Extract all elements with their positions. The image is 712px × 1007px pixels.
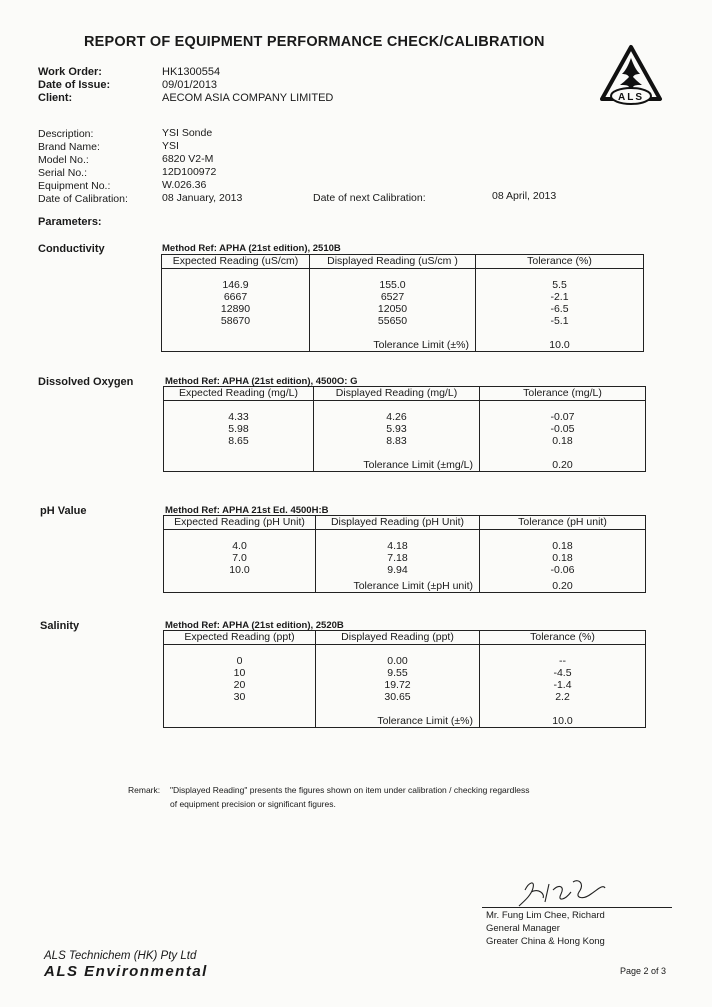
tolerance-cell: -6.5 <box>476 303 644 315</box>
tolerance-cell: -0.05 <box>480 423 646 435</box>
salinity-method: Method Ref: APHA (21st edition), 2520B <box>165 620 344 631</box>
expected-cell: 6667 <box>162 291 310 303</box>
svg-text:ALS: ALS <box>618 92 644 103</box>
work-order-value: HK1300554 <box>162 66 221 78</box>
serial-label: Serial No.: <box>38 167 88 179</box>
tolerance-limit-row <box>162 339 644 352</box>
cal-date-value: 08 January, 2013 <box>162 192 243 204</box>
displayed-cell: 9.94 <box>316 564 480 576</box>
displayed-cell: 9.55 <box>316 667 480 679</box>
table-row <box>164 411 646 423</box>
dissolved-oxygen-title: Dissolved Oxygen <box>38 376 134 388</box>
table-row <box>164 564 646 576</box>
col-header: Expected Reading (ppt) <box>164 631 316 645</box>
displayed-cell: 5.93 <box>314 423 480 435</box>
ph-method: Method Ref: APHA 21st Ed. 4500H:B <box>165 505 329 516</box>
table-row <box>162 291 644 303</box>
dissolved-oxygen-method: Method Ref: APHA (21st edition), 4500O: G <box>165 376 358 387</box>
col-header: Tolerance (%) <box>480 631 646 645</box>
displayed-cell: 6527 <box>310 291 476 303</box>
als-logo <box>598 44 664 108</box>
tolerance-cell: 0.18 <box>480 552 646 564</box>
col-header: Displayed Reading (ppt) <box>316 631 480 645</box>
remark-label: Remark: <box>128 785 161 795</box>
table-row <box>164 655 646 667</box>
expected-cell: 10.0 <box>164 564 316 576</box>
signature <box>505 872 625 912</box>
tolerance-limit-value: 0.20 <box>480 459 646 472</box>
expected-cell: 30 <box>164 691 316 703</box>
expected-cell: 7.0 <box>164 552 316 564</box>
ph-title: pH Value <box>40 505 87 517</box>
tolerance-cell: 0.18 <box>480 435 646 447</box>
expected-cell: 12890 <box>162 303 310 315</box>
table-row <box>164 667 646 679</box>
tolerance-limit-row <box>164 715 646 728</box>
table-row <box>162 303 644 315</box>
tolerance-cell: -2.1 <box>476 291 644 303</box>
remark-line-1: "Displayed Reading" presents the figures shown on item under calibration / checking regardless <box>170 785 530 795</box>
col-header: Displayed Reading (uS/cm ) <box>310 255 476 269</box>
signatory-region: Greater China & Hong Kong <box>486 936 605 947</box>
brand-label: Brand Name: <box>38 141 100 153</box>
tolerance-limit-value: 0.20 <box>480 580 646 593</box>
tolerance-limit-row <box>164 459 646 472</box>
displayed-cell: 8.83 <box>314 435 480 447</box>
report-title: REPORT OF EQUIPMENT PERFORMANCE CHECK/CALIBRATION <box>84 34 545 50</box>
expected-cell: 146.9 <box>162 279 310 291</box>
expected-cell: 4.0 <box>164 540 316 552</box>
signatory-title: General Manager <box>486 923 560 934</box>
col-header: Tolerance (pH unit) <box>480 516 646 530</box>
displayed-cell: 155.0 <box>310 279 476 291</box>
tolerance-cell: 0.18 <box>480 540 646 552</box>
tolerance-limit-value: 10.0 <box>480 715 646 728</box>
tolerance-limit-label: Tolerance Limit (±pH unit) <box>316 580 480 593</box>
tolerance-cell: -0.06 <box>480 564 646 576</box>
salinity-title: Salinity <box>40 620 80 632</box>
conductivity-method: Method Ref: APHA (21st edition), 2510B <box>162 243 341 254</box>
model-label: Model No.: <box>38 154 89 166</box>
tolerance-limit-label: Tolerance Limit (±%) <box>316 715 480 728</box>
table-row <box>162 279 644 291</box>
brand-value: YSI <box>162 140 179 152</box>
table-row <box>164 540 646 552</box>
salinity-table <box>163 630 646 728</box>
tolerance-cell: -- <box>480 655 646 667</box>
col-header: Displayed Reading (pH Unit) <box>316 516 480 530</box>
tolerance-cell: -1.4 <box>480 679 646 691</box>
tolerance-limit-value: 10.0 <box>476 339 644 352</box>
description-label: Description: <box>38 128 94 140</box>
dissolved-oxygen-table <box>163 386 646 472</box>
model-value: 6820 V2-M <box>162 153 214 165</box>
col-header: Expected Reading (pH Unit) <box>164 516 316 530</box>
tolerance-limit-row <box>164 580 646 593</box>
table-row <box>164 423 646 435</box>
cal-date-label: Date of Calibration: <box>38 193 128 205</box>
expected-cell: 10 <box>164 667 316 679</box>
displayed-cell: 7.18 <box>316 552 480 564</box>
conductivity-title: Conductivity <box>38 243 105 255</box>
tolerance-cell: 2.2 <box>480 691 646 703</box>
ph-table <box>163 515 646 593</box>
col-header: Expected Reading (mg/L) <box>164 387 314 401</box>
remark-line-2: of equipment precision or significant figures. <box>170 799 336 809</box>
client-value: AECOM ASIA COMPANY LIMITED <box>162 92 334 104</box>
next-cal-label: Date of next Calibration: <box>313 192 426 204</box>
equipment-no-label: Equipment No.: <box>38 180 111 192</box>
serial-value: 12D100972 <box>162 166 217 178</box>
als-triangle-icon <box>598 44 664 108</box>
expected-cell: 20 <box>164 679 316 691</box>
tolerance-limit-label: Tolerance Limit (±mg/L) <box>314 459 480 472</box>
displayed-cell: 55650 <box>310 315 476 327</box>
expected-cell: 4.33 <box>164 411 314 423</box>
date-issue-value: 09/01/2013 <box>162 79 218 91</box>
table-row <box>164 679 646 691</box>
company-name: ALS Technichem (HK) Pty Ltd <box>44 950 197 962</box>
expected-cell: 0 <box>164 655 316 667</box>
table-row <box>162 315 644 327</box>
parameters-label: Parameters: <box>38 216 102 228</box>
next-cal-value: 08 April, 2013 <box>492 190 557 202</box>
expected-cell: 58670 <box>162 315 310 327</box>
expected-cell: 5.98 <box>164 423 314 435</box>
tolerance-limit-label: Tolerance Limit (±%) <box>310 339 476 352</box>
displayed-cell: 30.65 <box>316 691 480 703</box>
table-row <box>164 435 646 447</box>
displayed-cell: 4.18 <box>316 540 480 552</box>
table-row <box>164 691 646 703</box>
page-number: Page 2 of 3 <box>620 966 667 976</box>
equipment-no-value: W.026.36 <box>162 179 207 191</box>
col-header: Expected Reading (uS/cm) <box>162 255 310 269</box>
displayed-cell: 0.00 <box>316 655 480 667</box>
signature-line <box>482 907 672 908</box>
client-label: Client: <box>38 92 73 104</box>
signatory-name: Mr. Fung Lim Chee, Richard <box>486 910 605 921</box>
work-order-label: Work Order: <box>38 66 102 78</box>
displayed-cell: 19.72 <box>316 679 480 691</box>
tolerance-cell: -5.1 <box>476 315 644 327</box>
tolerance-cell: 5.5 <box>476 279 644 291</box>
tolerance-cell: -0.07 <box>480 411 646 423</box>
displayed-cell: 12050 <box>310 303 476 315</box>
expected-cell: 8.65 <box>164 435 314 447</box>
col-header: Tolerance (%) <box>476 255 644 269</box>
col-header: Displayed Reading (mg/L) <box>314 387 480 401</box>
displayed-cell: 4.26 <box>314 411 480 423</box>
col-header: Tolerance (mg/L) <box>480 387 646 401</box>
date-issue-label: Date of Issue: <box>38 79 111 91</box>
company-brand: ALS Environmental <box>44 963 208 980</box>
conductivity-table <box>161 254 644 352</box>
description-value: YSI Sonde <box>162 127 213 139</box>
table-row <box>164 552 646 564</box>
tolerance-cell: -4.5 <box>480 667 646 679</box>
